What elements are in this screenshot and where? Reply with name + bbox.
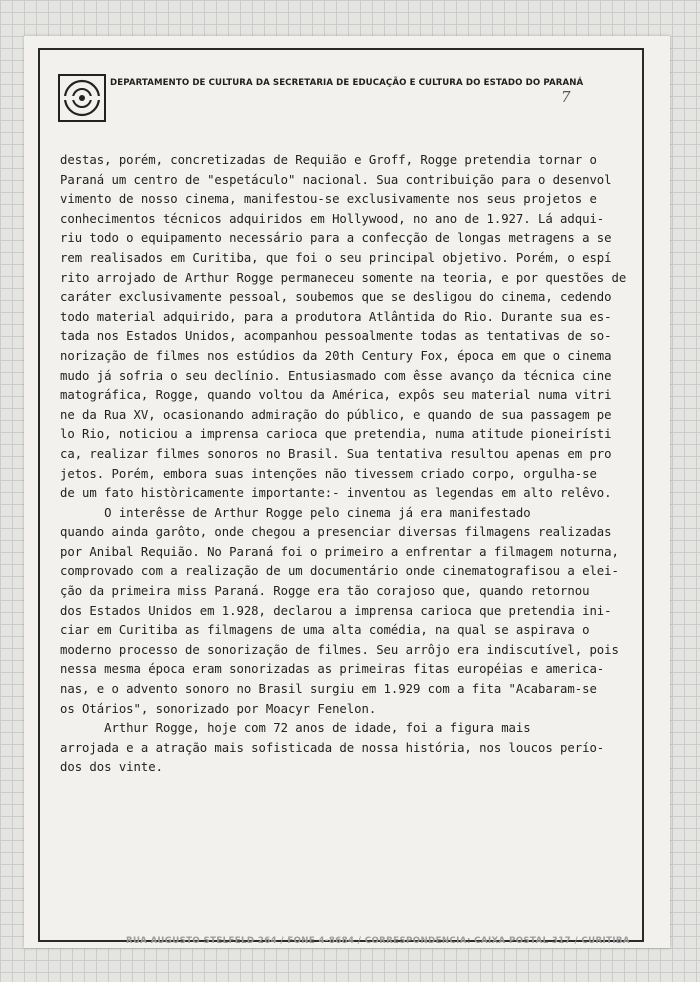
body-line: ciar em Curitiba as filmagens de uma alta comédia, na qual se aspirava o — [60, 623, 590, 638]
department-logo-icon — [58, 74, 106, 122]
letterhead-footer: RUA AUGUSTO STELFELD 264 / FONE 4-8684 / CORRESPONDENCIA: CAIXA POSTAL 317 / CURITIBA — [126, 936, 630, 946]
typed-body-text — [60, 151, 650, 778]
body-line: os Otários", sonorizado por Moacyr Fenelon. — [60, 701, 377, 716]
body-line: Arthur Rogge, hoje com 72 anos de idade, foi a figura mais — [60, 721, 531, 736]
letterhead-frame — [38, 48, 644, 946]
body-line: jetos. Porém, embora suas intenções não tivessem criado corpo, orgulha-se — [60, 466, 597, 481]
body-line: Paraná um centro de "espetáculo" nacional. Sua contribuição para o desenvol — [60, 172, 612, 187]
body-line: matográfica, Rogge, quando voltou da América, expôs seu material numa vitri — [60, 388, 612, 403]
body-line: todo material adquirido, para a produtora Atlântida do Rio. Durante sua es- — [60, 309, 612, 324]
body-line: quando ainda garôto, onde chegou a presenciar diversas filmagens realizadas — [60, 525, 612, 540]
body-line: por Anibal Requião. No Paraná foi o primeiro a enfrentar a filmagem noturna, — [60, 544, 619, 559]
body-line: norização de filmes nos estúdios da 20th Century Fox, época em que o cinema — [60, 348, 612, 363]
body-line: rito arrojado de Arthur Rogge permaneceu somente na teoria, e por questões de — [60, 270, 627, 285]
body-line: dos dos vinte. — [60, 760, 163, 775]
body-line: ca, realizar filmes sonoros no Brasil. Sua tentativa resultou apenas em pro — [60, 446, 612, 461]
page-number: 7 — [561, 88, 571, 106]
body-line: O interêsse de Arthur Rogge pelo cinema já era manifestado — [60, 505, 531, 520]
body-line: rem realisados em Curitiba, que foi o seu principal objetivo. Porém, o espí — [60, 250, 612, 265]
body-line: dos Estados Unidos em 1.928, declarou a imprensa carioca que pretendia ini- — [60, 603, 612, 618]
body-line: moderno processo de sonorização de filmes. Seu arrôjo era indiscutível, pois — [60, 642, 619, 657]
body-line: de um fato històricamente importante:- inventou as legendas em alto relêvo. — [60, 486, 612, 501]
body-line: ne da Rua XV, ocasionando admiração do público, e quando de sua passagem pe — [60, 407, 612, 422]
body-line: nessa mesma época eram sonorizadas as primeiras fitas européias e america- — [60, 662, 605, 677]
body-line: ção da primeira miss Paraná. Rogge era tão corajoso que, quando retornou — [60, 584, 590, 599]
body-line: arrojada e a atração mais sofisticada de nossa história, nos loucos perío- — [60, 740, 605, 755]
body-line: conhecimentos técnicos adquiridos em Hollywood, no ano de 1.927. Lá adqui- — [60, 211, 605, 226]
body-line: vimento de nosso cinema, manifestou-se exclusivamente nos seus projetos e — [60, 192, 597, 207]
body-line: lo Rio, noticiou a imprensa carioca que pretendia, numa atitude pioneirísti — [60, 427, 612, 442]
body-line: caráter exclusivamente pessoal, soubemos que se desligou do cinema, cedendo — [60, 290, 612, 305]
body-line: nas, e o advento sonoro no Brasil surgiu em 1.929 com a fita "Acabaram-se — [60, 682, 597, 697]
body-line: comprovado com a realização de um documentário onde cinematografisou a elei- — [60, 564, 619, 579]
body-line: riu todo o equipamento necessário para a confecção de longas metragens a se — [60, 231, 612, 246]
document-sheet — [24, 36, 670, 948]
body-line: destas, porém, concretizadas de Requião e Groff, Rogge pretendia tornar o — [60, 153, 597, 167]
body-line: mudo já sofria o seu declínio. Entusiasmado com êsse avanço da técnica cine — [60, 368, 612, 383]
department-header: DEPARTAMENTO DE CULTURA DA SECRETARIA DE EDUCAÇÃO E CULTURA DO ESTADO DO PARANÁ — [110, 78, 584, 88]
body-line: tada nos Estados Unidos, acompanhou pessoalmente todas as tentativas de so- — [60, 329, 612, 344]
